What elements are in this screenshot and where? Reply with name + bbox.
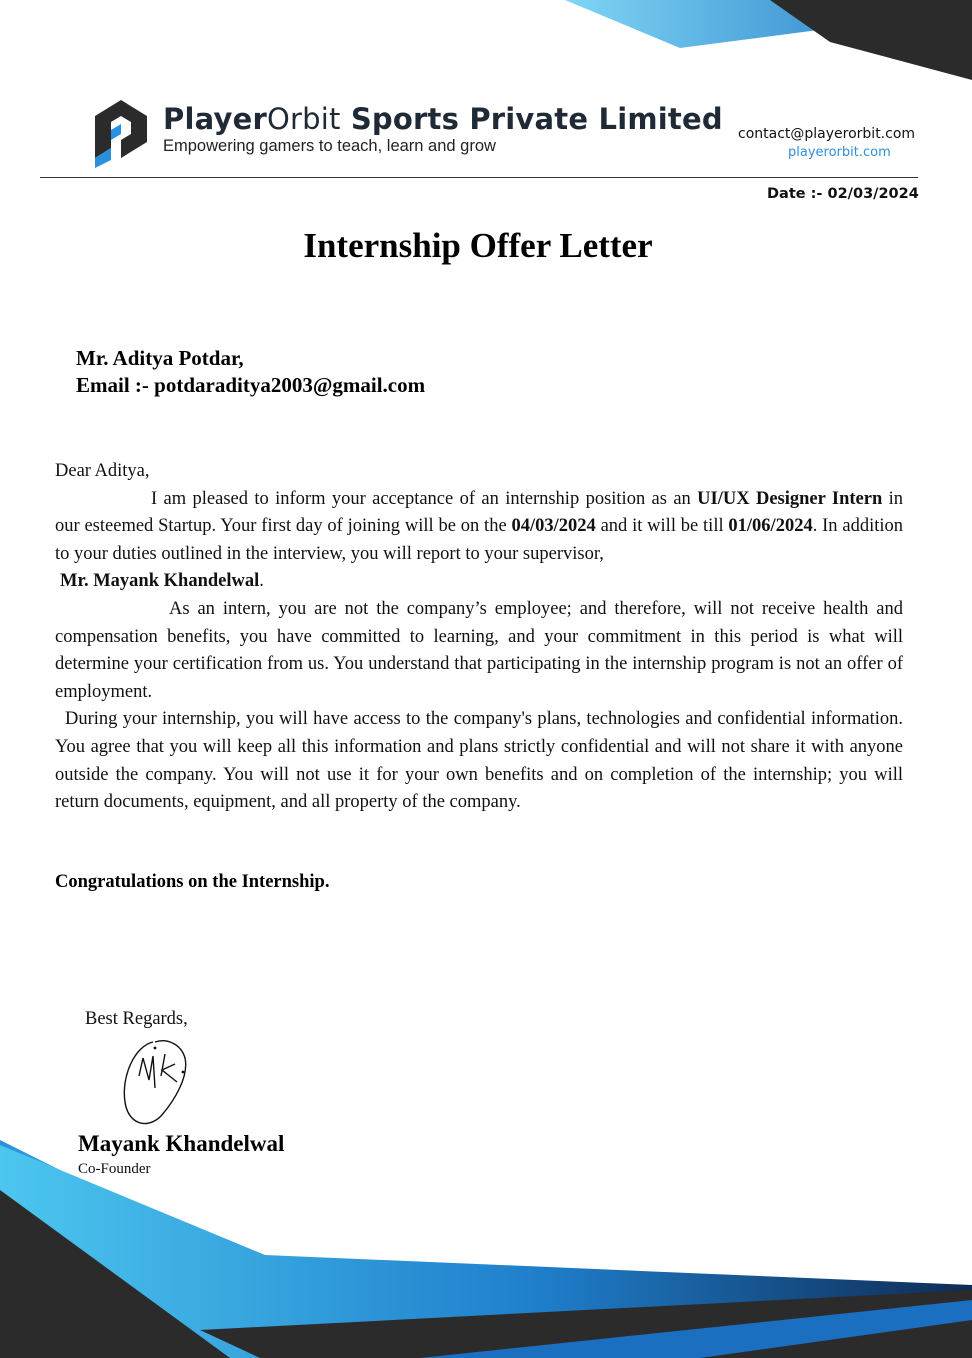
signer-name: Mayank Khandelwal: [78, 1131, 285, 1156]
letter-title: Internship Offer Letter: [303, 226, 653, 265]
company-name-part2: Orbit: [266, 102, 341, 136]
playerorbit-logo-icon: [95, 100, 147, 168]
header-divider: [40, 177, 918, 178]
p1-start-date: 04/03/2024: [511, 516, 596, 537]
website-link: playerorbit.com: [788, 145, 891, 160]
addressee-block: [76, 345, 425, 399]
p1-text-b: in our esteemed Startup. Your first day of joining will be on the: [55, 488, 903, 537]
p1-text-c: and it will be till: [595, 516, 729, 537]
salutation: Dear Aditya,: [55, 461, 150, 481]
p1-text-d: . In addition to your duties outlined in the interview, you will report to your supervisor,: [55, 516, 903, 564]
company-name-part3: Sports Private Limited: [340, 102, 723, 136]
company-tagline: Empowering gamers to teach, learn and grow: [163, 137, 496, 155]
letter-date: Date :- 02/03/2024: [767, 186, 919, 202]
top-right-dark-shape: [770, 0, 972, 80]
paragraph-3: During your internship, you will have access to the company's plans, technologies and confidential information. You agree that you will keep all this information and plans strictly confidential and will not share it with anyone outside the company. You will not use it for your own benefits and on completion of the internship; you will return documents, equipment, and all property of the company.: [55, 709, 903, 813]
signature-image: [115, 1036, 195, 1132]
company-name-part1: Player: [163, 102, 267, 136]
p1-text-a: I am pleased to inform your acceptance of an internship position as an: [151, 488, 698, 509]
congratulations-line: Congratulations on the Internship.: [55, 872, 330, 892]
supervisor-period: .: [259, 571, 264, 592]
paragraph-1: [55, 486, 903, 569]
signer-role: Co-Founder: [78, 1161, 151, 1177]
supervisor-name: Mr. Mayank Khandelwal: [60, 571, 260, 592]
supervisor-line: [55, 568, 903, 596]
addressee-email: Email :- potdaraditya2003@gmail.com: [76, 373, 426, 397]
p1-role: UI/UX Designer Intern: [697, 488, 883, 509]
paragraph-2: As an intern, you are not the company’s employee; and therefore, will not receive health and compensation benefits, you have committed to learning, and your commitment in this period is what will determine your certification from us. You understand that participating in the internship program is not an offer of employment.: [55, 598, 903, 702]
closing-regards: Best Regards,: [85, 1009, 188, 1029]
company-name: [163, 102, 723, 136]
contact-email: contact@playerorbit.com: [738, 126, 916, 142]
addressee-name: Mr. Aditya Potdar,: [76, 346, 244, 370]
letter-body: [55, 458, 903, 817]
p1-end-date: 01/06/2024: [728, 516, 813, 537]
